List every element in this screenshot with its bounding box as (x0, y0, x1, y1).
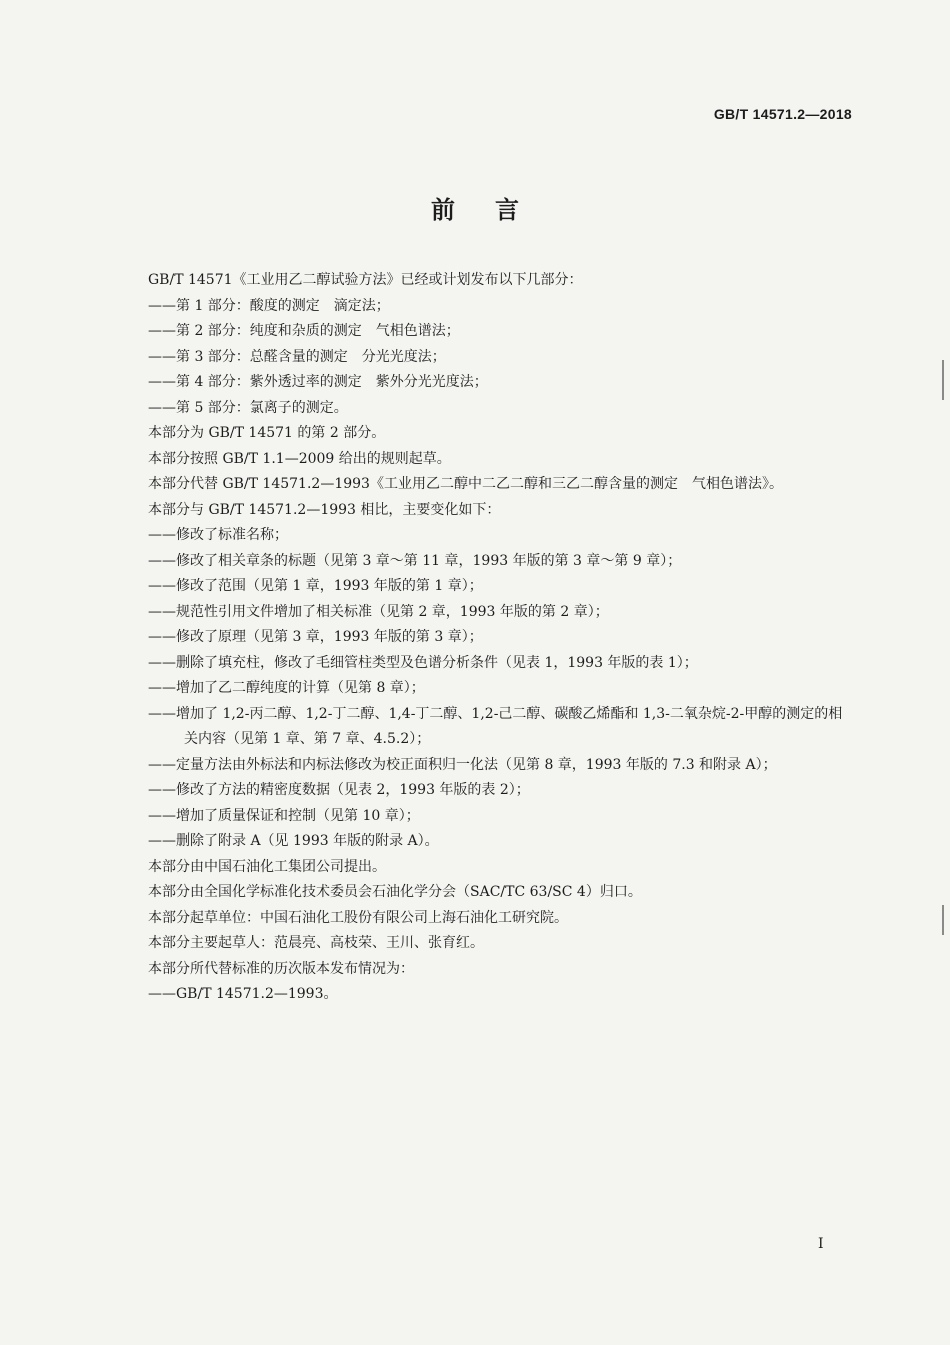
history-item: ——GB/T 14571.2—1993。 (148, 986, 338, 1002)
body-paragraph: 本部分由全国化学标准化技术委员会石油化学分会（SAC/TC 63/SC 4）归口。 (148, 884, 642, 900)
body-paragraph: 本部分按照 GB/T 1.1—2009 给出的规则起草。 (148, 450, 451, 467)
standard-number: GB/T 14571.2—2018 (713, 106, 852, 122)
body-paragraph: 本部分代替 GB/T 14571.2—1993《工业用乙二醇中二乙二醇和三乙二醇含量的测定 气相色谱法》。 (148, 476, 783, 492)
page-title: 前言 (431, 196, 559, 224)
change-item: ——规范性引用文件增加了相关标准（见第 2 章，1993 年版的第 2 章）； (148, 603, 609, 620)
body-paragraph: 本部分由中国石油化工集团公司提出。 (148, 858, 386, 875)
part-item: ——第 1 部分：酸度的测定 滴定法； (148, 297, 390, 314)
part-item: ——第 3 部分：总醛含量的测定 分光光度法； (148, 348, 446, 365)
part-item: ——第 4 部分：紫外透过率的测定 紫外分光光度法； (148, 374, 488, 390)
change-item: ——修改了相关章条的标题（见第 3 章～第 11 章，1993 年版的第 3 章～第 9 章）； (148, 552, 682, 569)
body-paragraph: 本部分与 GB/T 14571.2—1993 相比，主要变化如下： (148, 501, 501, 518)
change-item: ——修改了范围（见第 1 章，1993 年版的第 1 章）； (148, 578, 483, 594)
body-paragraph: 本部分所代替标准的历次版本发布情况为： (148, 960, 414, 977)
change-item: ——修改了标准名称； (148, 527, 288, 543)
body-paragraph: 本部分为 GB/T 14571 的第 2 部分。 (148, 425, 386, 441)
part-item: ——第 2 部分：纯度和杂质的测定 气相色谱法； (148, 323, 460, 339)
change-item: ——删除了填充柱，修改了毛细管柱类型及色谱分析条件（见表 1，1993 年版的表 1）； (148, 654, 698, 671)
part-item: ——第 5 部分：氯离子的测定。 (148, 399, 348, 416)
change-item: ——增加了质量保证和控制（见第 10 章）； (148, 807, 420, 824)
page-number: I (818, 1236, 824, 1252)
change-item: ——修改了原理（见第 3 章，1993 年版的第 3 章）； (148, 629, 483, 645)
scan-edge-mark (942, 360, 944, 400)
foreword-body (116, 268, 856, 1008)
change-item: ——修改了方法的精密度数据（见表 2，1993 年版的表 2）； (148, 782, 530, 798)
intro-paragraph: GB/T 14571《工业用乙二醇试验方法》已经或计划发布以下几部分： (148, 272, 583, 288)
change-item: ——定量方法由外标法和内标法修改为校正面积归一化法（见第 8 章，1993 年版的 7.3 和附录 A）； (148, 756, 777, 773)
body-paragraph: 本部分起草单位：中国石油化工股份有限公司上海石油化工研究院。 (148, 909, 568, 926)
change-item: ——删除了附录 A（见 1993 年版的附录 A）。 (148, 833, 439, 849)
change-item: ——增加了 1,2-丙二醇、1,2-丁二醇、1,4-丁二醇、1,2-己二醇、碳酸乙烯酯和 1,3-二氧杂烷-2-甲醇的测定的相关内容（见第 1 章、第 7 章、4.5.2）； (148, 705, 843, 747)
change-item: ——增加了乙二醇纯度的计算（见第 8 章）； (148, 680, 425, 696)
body-paragraph: 本部分主要起草人：范晨亮、高枝荣、王川、张育红。 (148, 935, 484, 951)
scan-edge-mark (942, 905, 944, 935)
